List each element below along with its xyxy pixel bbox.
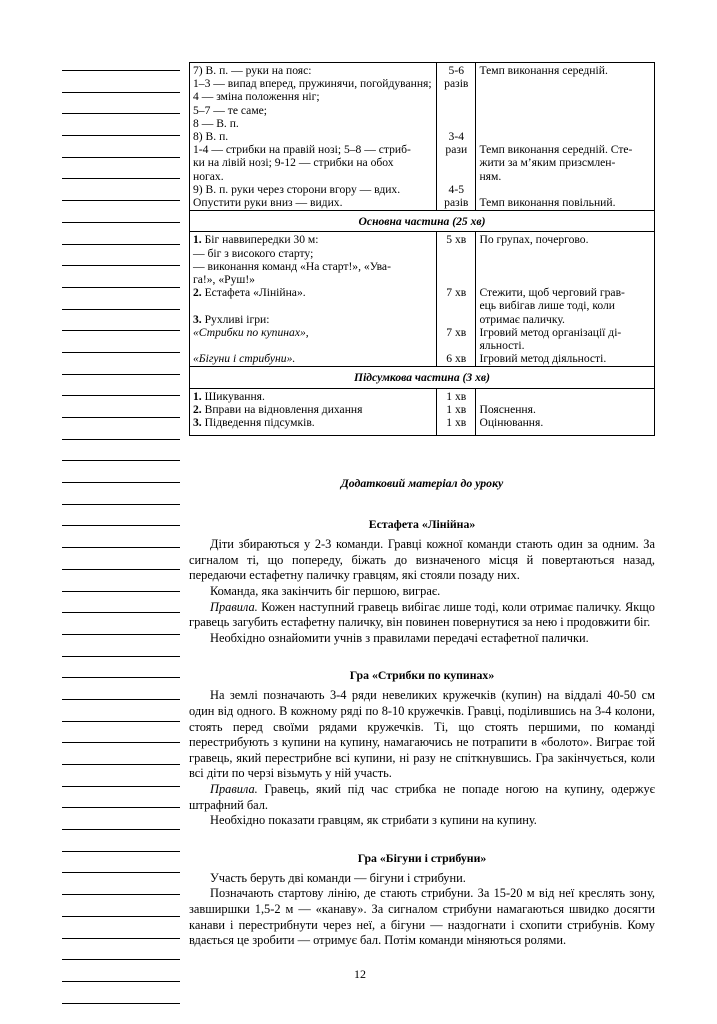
exercise-line bbox=[193, 390, 433, 403]
paragraph-text: Необхідно показати гравцям, як стрибати з купини на купину. bbox=[210, 813, 537, 828]
margin-line bbox=[62, 92, 180, 93]
margin-line bbox=[62, 135, 180, 136]
exercise-line: 1–3 — випад вперед, пружинячи, погойдування; bbox=[193, 77, 432, 91]
exercise-line bbox=[193, 286, 433, 299]
exercise-cell bbox=[190, 232, 437, 367]
paragraph-text: Участь беруть дві команди — бігуни і стрибуни. bbox=[210, 870, 466, 885]
section-title-final: Підсумкова частина (3 хв) bbox=[190, 367, 655, 388]
rules-label: Правила. bbox=[210, 599, 258, 614]
exercise-line bbox=[193, 403, 433, 416]
margin-line bbox=[62, 981, 180, 982]
dosage-value: 1 хв bbox=[446, 389, 467, 403]
exercise-line: 7) В. п. — руки на пояс: bbox=[193, 64, 312, 77]
margin-line bbox=[62, 352, 180, 353]
note-text: яльності. bbox=[479, 339, 525, 353]
item-number: 2. bbox=[193, 286, 202, 300]
note-text: Темп виконання середній. Сте- bbox=[479, 143, 633, 157]
exercise-cell bbox=[190, 63, 437, 211]
item-text: Естафета «Лінійна». bbox=[201, 286, 306, 300]
dosage-unit: разів bbox=[444, 195, 469, 209]
margin-line bbox=[62, 309, 180, 310]
margin-line bbox=[62, 222, 180, 223]
lesson-plan-table bbox=[189, 62, 655, 436]
item-number: 1. bbox=[193, 233, 202, 247]
note-text: отримає паличку. bbox=[479, 312, 565, 326]
item-text: Вправи на відновлення дихання bbox=[204, 402, 363, 416]
note-text: Ігровий метод організації ді- bbox=[479, 325, 622, 339]
paragraph-text: Позначають стартову лінію, де стають стрибуни. За 15-20 м від неї креслять зону, завширшки 1,5-2 м — «канаву». За сигналом стрибуни намагаються швидко досягти канави і перестрибнути через неї, а бігуни — наздогнати і схопити стрибунів. Кому вдається це зробити — отримує бал. Потім команди міняються ролями. bbox=[189, 886, 655, 948]
section-title-main: Основна частина (25 хв) bbox=[190, 211, 655, 232]
paragraph-text: Кожен наступний гравець вибігає лише тоді, коли отримає паличку. Якщо гравець загубить естафетну паличку, він повинен повернутися за нею і продовжити біг. bbox=[189, 599, 655, 630]
dosage-cell bbox=[437, 388, 476, 436]
exercise-line: — біг з високого старту; bbox=[193, 246, 314, 260]
item-text: Шикування. bbox=[204, 389, 265, 403]
exercise-line: ки на лівій нозі; 9-12 — стрибки на обох bbox=[193, 156, 394, 170]
item-text: Підведення підсумків. bbox=[204, 416, 315, 430]
dosage-cell bbox=[437, 63, 476, 211]
game-title: Гра «Стрибки по купинах» bbox=[349, 668, 495, 683]
item-number: 3. bbox=[193, 312, 202, 326]
exercise-line: 5–7 — те саме; bbox=[193, 103, 268, 117]
game-title: Гра «Бігуни і стрибуни» bbox=[357, 850, 487, 865]
game-paragraph bbox=[189, 631, 655, 647]
notes-cell bbox=[476, 232, 655, 367]
margin-line bbox=[62, 395, 180, 396]
dosage-value: 7 хв bbox=[446, 286, 467, 300]
exercise-line: «Стрибки по купинах», bbox=[193, 325, 309, 339]
page-number: 12 bbox=[354, 967, 366, 981]
margin-line bbox=[62, 959, 180, 960]
section-header-row bbox=[190, 211, 655, 232]
margin-line bbox=[62, 612, 180, 613]
item-text: Рухливі ігри: bbox=[201, 312, 270, 326]
margin-line bbox=[62, 656, 180, 657]
margin-line bbox=[62, 547, 180, 548]
margin-line bbox=[62, 113, 180, 114]
table-row bbox=[190, 63, 655, 211]
margin-line bbox=[62, 525, 180, 526]
margin-line bbox=[62, 330, 180, 331]
game-paragraph bbox=[189, 537, 655, 584]
exercise-cell bbox=[190, 388, 437, 436]
game-paragraph bbox=[189, 782, 655, 813]
exercise-line bbox=[193, 313, 433, 326]
margin-line bbox=[62, 374, 180, 375]
margin-line bbox=[62, 417, 180, 418]
item-number: 3. bbox=[193, 416, 202, 430]
margin-line bbox=[62, 591, 180, 592]
margin-line bbox=[62, 677, 180, 678]
margin-line bbox=[62, 244, 180, 245]
notes-cell bbox=[476, 388, 655, 436]
margin-line bbox=[62, 742, 180, 743]
dosage-value: 6 хв bbox=[446, 352, 467, 366]
exercise-line: 8 — В. п. bbox=[193, 116, 239, 130]
margin-note-lines bbox=[62, 70, 180, 1024]
margin-line bbox=[62, 699, 180, 700]
table-row bbox=[190, 232, 655, 367]
dosage-unit: разів bbox=[444, 77, 469, 91]
dosage-value: 3-4 bbox=[448, 129, 465, 143]
dosage-value: 4-5 bbox=[448, 182, 465, 196]
dosage-unit: рази bbox=[445, 143, 468, 157]
exercise-line: 8) В. п. bbox=[193, 130, 229, 144]
exercise-line: Опустити руки вниз — видих. bbox=[193, 196, 343, 210]
note-text: Ігровий метод діяльності. bbox=[479, 352, 607, 366]
note-text: По групах, почергово. bbox=[479, 233, 589, 247]
note-text: Темп виконання середній. bbox=[479, 64, 608, 77]
margin-line bbox=[62, 829, 180, 830]
exercise-line: 9) В. п. руки через сторони вгору — вдих. bbox=[193, 182, 401, 196]
note-text: ням. bbox=[479, 169, 502, 183]
margin-line bbox=[62, 872, 180, 873]
margin-line bbox=[62, 634, 180, 635]
game-paragraph bbox=[189, 584, 655, 600]
item-number: 1. bbox=[193, 389, 202, 403]
margin-line bbox=[62, 482, 180, 483]
paragraph-text: Гравець, який під час стрибка не попаде ногою на купину, одержує штрафний бал. bbox=[189, 781, 655, 812]
note-text: Пояснення. bbox=[479, 402, 536, 416]
margin-line bbox=[62, 287, 180, 288]
exercise-line bbox=[193, 233, 433, 246]
paragraph-text: Команда, яка закінчить біг першою, виграє. bbox=[210, 584, 441, 599]
paragraph-text: Необхідно ознайомити учнів з правилами передачі естафетної палички. bbox=[210, 630, 589, 645]
game-title: Естафета «Лінійна» bbox=[368, 517, 476, 532]
exercise-line: ногах. bbox=[193, 169, 224, 183]
dosage-value: 1 хв bbox=[446, 402, 467, 416]
exercise-line: га!», «Руш!» bbox=[193, 273, 255, 287]
note-text: Стежити, щоб черговий грав- bbox=[479, 286, 625, 300]
margin-line bbox=[62, 504, 180, 505]
dosage-value: 7 хв bbox=[446, 325, 467, 339]
margin-line bbox=[62, 807, 180, 808]
page-content bbox=[189, 62, 655, 949]
margin-line bbox=[62, 764, 180, 765]
margin-line bbox=[62, 70, 180, 71]
margin-line bbox=[62, 786, 180, 787]
paragraph-text: Діти збираються у 2-3 команди. Гравці кожної команди стають один за одним. За сигналом ті, що попереду, біжать до визначеного місця й повертаються назад, передаючи естафетну паличку гравцям, які стояли позаду них. bbox=[189, 537, 655, 583]
exercise-line: 1-4 — стрибки на правій нозі; 5–8 — стриб- bbox=[193, 143, 411, 157]
exercise-line: «Бігуни і стрибуни». bbox=[193, 352, 296, 366]
supplementary-games bbox=[189, 517, 655, 948]
exercise-line bbox=[193, 416, 433, 429]
paragraph-text: На землі позначають 3-4 ряди невеликих кружечків (купин) на віддалі 40-50 см один від одного. В кожному ряді по 8-10 кружечків. Гравці, поділившись на 3-4 колони, стоять перед своїми рядами кружечків. Ті, що стоять першими, по команді перестрибують з купини на купину, намагаючись не потрапити в «болото». Виграє той гравець, який перестрибне всі купини, ні разу не спіткнувшись. Гра закінчується, коли всі діти по черзі візьмуть у ній участь. bbox=[189, 688, 655, 781]
margin-line bbox=[62, 916, 180, 917]
margin-line bbox=[62, 157, 180, 158]
margin-line bbox=[62, 1003, 180, 1004]
dosage-value: 5-6 bbox=[448, 64, 465, 77]
notes-cell bbox=[476, 63, 655, 211]
margin-line bbox=[62, 851, 180, 852]
margin-line bbox=[62, 200, 180, 201]
game-paragraph bbox=[189, 600, 655, 631]
margin-line bbox=[62, 938, 180, 939]
dosage-value: 1 хв bbox=[446, 416, 467, 430]
dosage-value: 5 хв bbox=[446, 233, 467, 247]
note-text: Оцінювання. bbox=[479, 416, 544, 430]
note-text: Темп виконання повільний. bbox=[479, 195, 616, 209]
item-text: Біг наввипередки 30 м: bbox=[204, 233, 319, 247]
margin-line bbox=[62, 569, 180, 570]
game-paragraph bbox=[189, 813, 655, 829]
note-text: жити за м’яким призсмлен- bbox=[479, 156, 616, 170]
game-paragraph bbox=[189, 871, 655, 887]
exercise-line: 4 — зміна положення ніг; bbox=[193, 90, 320, 104]
margin-line bbox=[62, 721, 180, 722]
table-row bbox=[190, 388, 655, 436]
section-header-row bbox=[190, 367, 655, 388]
dosage-cell bbox=[437, 232, 476, 367]
margin-line bbox=[62, 178, 180, 179]
margin-line bbox=[62, 460, 180, 461]
exercise-line: — виконання команд «На старт!», «Ува- bbox=[193, 259, 391, 273]
game-paragraph bbox=[189, 886, 655, 948]
supplementary-title: Додатковий матеріал до уроку bbox=[340, 476, 504, 491]
game-paragraph bbox=[189, 688, 655, 782]
margin-line bbox=[62, 894, 180, 895]
note-text: ець вибігав лише тоді, коли bbox=[479, 299, 615, 313]
rules-label: Правила. bbox=[210, 781, 258, 796]
margin-line bbox=[62, 439, 180, 440]
item-number: 2. bbox=[193, 402, 202, 416]
margin-line bbox=[62, 265, 180, 266]
